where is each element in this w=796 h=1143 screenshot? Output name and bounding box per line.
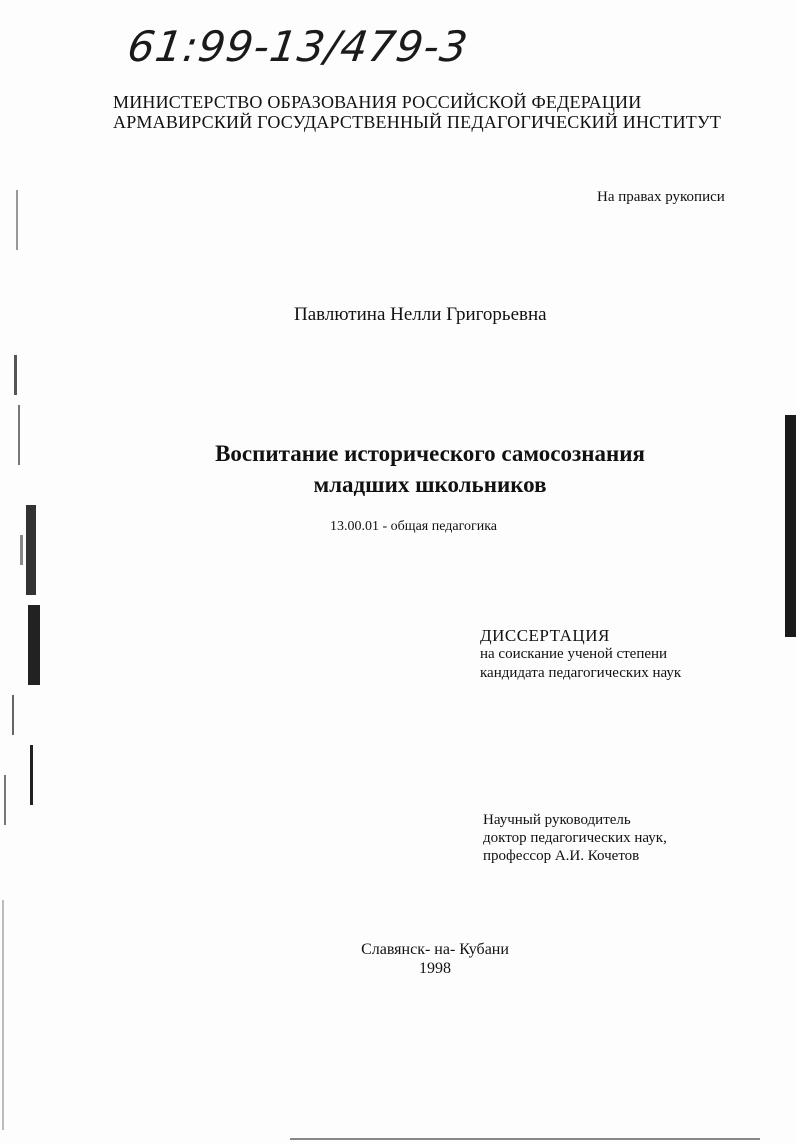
specialty-code: 13.00.01 - общая педагогика (330, 519, 498, 534)
dissertation-block (480, 626, 681, 683)
supervisor-line-1: Научный руководитель (483, 812, 631, 828)
dissertation-line-1: на соискание ученой степени (480, 646, 668, 662)
rights-note: На правах рукописи (597, 189, 725, 205)
supervisor-block (483, 811, 667, 865)
dissertation-heading: ДИССЕРТАЦИЯ (480, 626, 610, 645)
scan-edge-left (0, 355, 44, 835)
ministry-line-2: АРМАВИРСКИЙ ГОСУДАРСТВЕННЫЙ ПЕДАГОГИЧЕСКИЙ ИНСТИТУТ (113, 112, 722, 132)
place-and-year (340, 940, 530, 978)
ministry-line-1: МИНИСТЕРСТВО ОБРАЗОВАНИЯ РОССИЙСКОЙ ФЕДЕРАЦИИ (113, 92, 642, 112)
title-line-2: младших школьников (313, 472, 547, 497)
ministry-header (113, 92, 721, 132)
handwritten-catalog-code: 61:99-13/479-3 (124, 22, 472, 71)
scan-edge-right (785, 415, 796, 637)
scan-bottom-line (290, 1138, 760, 1140)
scan-speck (16, 190, 18, 250)
supervisor-line-3: профессор А.И. Кочетов (483, 848, 640, 864)
year: 1998 (419, 960, 451, 977)
dissertation-title (100, 438, 760, 500)
author-name: Павлютина Нелли Григорьевна (294, 304, 547, 325)
title-line-1: Воспитание исторического самосознания (215, 441, 645, 466)
city: Славянск- на- Кубани (361, 941, 509, 958)
scan-speck (2, 900, 4, 1130)
dissertation-line-2: кандидата педагогических наук (480, 665, 682, 681)
supervisor-line-2: доктор педагогических наук, (483, 830, 667, 846)
